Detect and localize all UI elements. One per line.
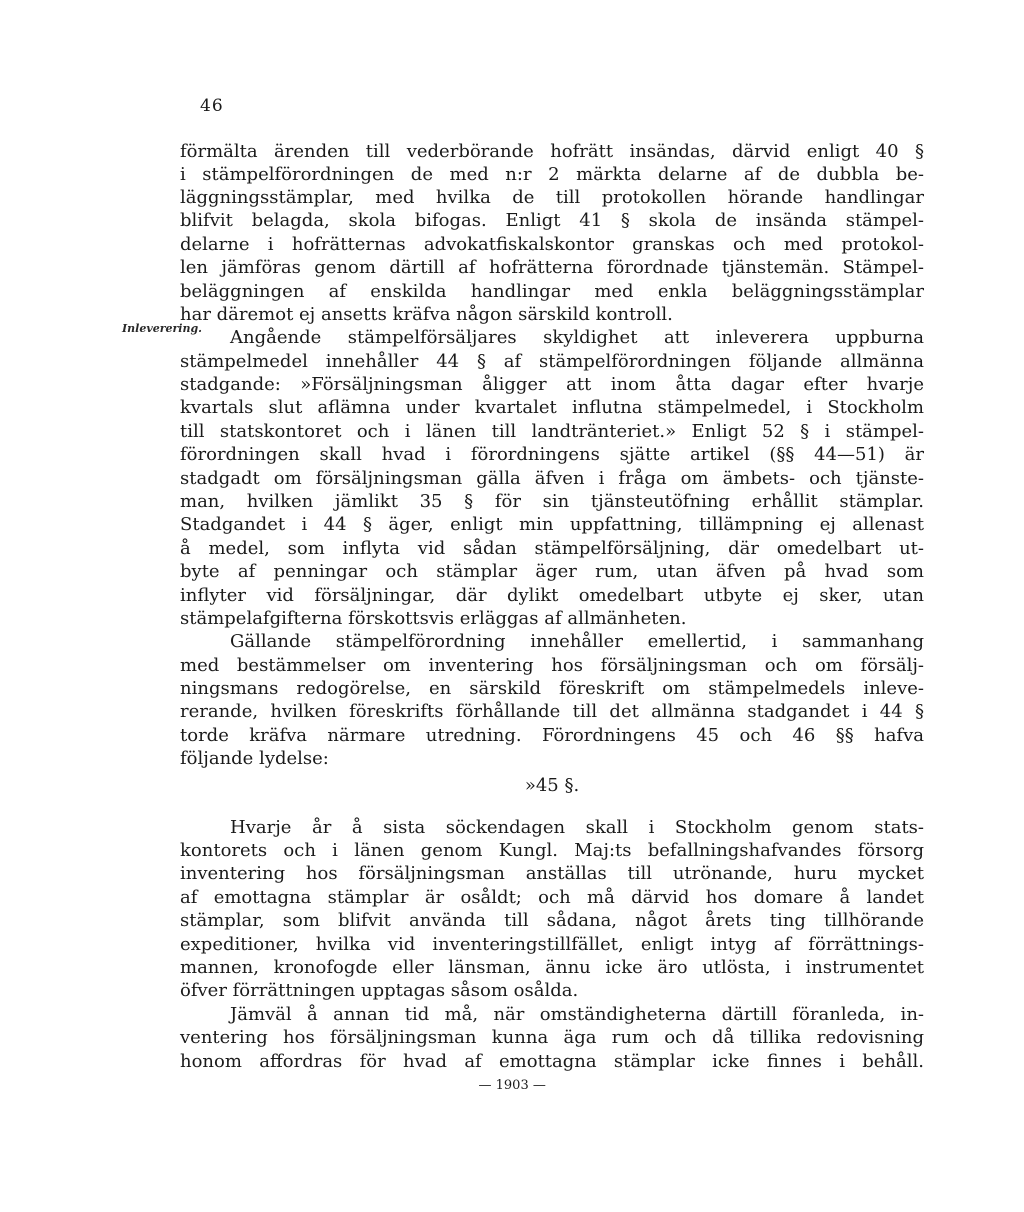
text-line: beläggningen af enskilda handlingar med enkla beläggningsstämplar <box>180 281 924 302</box>
text-line: ventering hos försäljningsman kunna äga rum och då tillika redovisning <box>180 1027 924 1048</box>
text-line: inventering hos försäljningsman anställas till utrönande, huru mycket <box>180 863 924 884</box>
print-year-footer: — 1903 — <box>478 1078 546 1093</box>
text-line: honom affordras för hvad af emottagna stämplar icke finnes i behåll. <box>180 1051 924 1072</box>
text-line: Angående stämpelförsäljares skyldighet att inleverera uppburna <box>230 327 924 348</box>
text-line: förmälta ärenden till vederbörande hofrätt insändas, därvid enligt 40 § <box>180 141 924 162</box>
text-line: kvartals slut aflämna under kvartalet influtna stämpelmedel, i Stockholm <box>180 397 924 418</box>
text-line: blifvit belagda, skola bifogas. Enligt 41 § skola de insända stämpel- <box>180 210 924 231</box>
text-line: Jämväl å annan tid må, när omständigheterna därtill föranleda, in- <box>230 1004 924 1025</box>
text-line: delarne i hofrätternas advokatfiskalskontor granskas och med protokol- <box>180 234 924 255</box>
text-line: stämplar, som blifvit använda till sådana, något årets ting tillhörande <box>180 910 924 931</box>
margin-note: Inleverering. <box>122 322 202 335</box>
text-line: Hvarje år å sista söckendagen skall i Stockholm genom stats- <box>230 817 924 838</box>
text-line: ningsmans redogörelse, en särskild föreskrift om stämpelmedels inleve- <box>180 678 924 699</box>
text-line: Gällande stämpelförordning innehåller emellertid, i sammanhang <box>230 631 924 652</box>
text-line: stämpelmedel innehåller 44 § af stämpelförordningen följande allmänna <box>180 351 924 372</box>
section-heading: »45 §. <box>524 775 580 796</box>
text-line: kontorets och i länen genom Kungl. Maj:ts befallningshafvandes försorg <box>180 840 924 861</box>
text-line: expeditioner, hvilka vid inventeringstillfället, enligt intyg af förrättnings- <box>180 934 924 955</box>
text-line: å medel, som inflyta vid sådan stämpelförsäljning, där omedelbart ut- <box>180 538 924 559</box>
text-line: inflyter vid försäljningar, där dylikt omedelbart utbyte ej sker, utan <box>180 585 924 606</box>
text-line: stämpelafgifterna förskottsvis erläggas af allmänheten. <box>180 608 687 629</box>
page-number: 46 <box>200 96 224 116</box>
text-line: af emottagna stämplar är osåldt; och må därvid hos domare å landet <box>180 887 924 908</box>
text-line: läggningsstämplar, med hvilka de till protokollen hörande handlingar <box>180 187 924 208</box>
text-line: len jämföras genom därtill af hofrätterna förordnade tjänstemän. Stämpel- <box>180 257 924 278</box>
text-line: torde kräfva närmare utredning. Förordningens 45 och 46 §§ hafva <box>180 725 924 746</box>
text-line: man, hvilken jämlikt 35 § för sin tjänsteutöfning erhållit stämplar. <box>180 491 924 512</box>
text-line: följande lydelse: <box>180 748 329 769</box>
text-line: stadgande: »Försäljningsman åligger att inom åtta dagar efter hvarje <box>180 374 924 395</box>
text-line: till statskontoret och i länen till landtränteriet.» Enligt 52 § i stämpel- <box>180 421 924 442</box>
text-line: öfver förrättningen upptagas såsom osålda. <box>180 980 579 1001</box>
text-line: i stämpelförordningen de med n:r 2 märkta delarne af de dubbla be- <box>180 164 924 185</box>
text-line: med bestämmelser om inventering hos försäljningsman och om försälj- <box>180 655 924 676</box>
text-line: har däremot ej ansetts kräfva någon särskild kontroll. <box>180 304 673 325</box>
text-line: Stadgandet i 44 § äger, enligt min uppfattning, tillämpning ej allenast <box>180 514 924 535</box>
text-line: byte af penningar och stämplar äger rum, utan äfven på hvad som <box>180 561 924 582</box>
text-line: mannen, kronofogde eller länsman, ännu icke äro utlösta, i instrumentet <box>180 957 924 978</box>
text-line: förordningen skall hvad i förordningens sjätte artikel (§§ 44—51) är <box>180 444 924 465</box>
text-line: stadgadt om försäljningsman gälla äfven i fråga om ämbets- och tjänste- <box>180 468 924 489</box>
text-line: rerande, hvilken föreskrifts förhållande till det allmänna stadgandet i 44 § <box>180 701 924 722</box>
